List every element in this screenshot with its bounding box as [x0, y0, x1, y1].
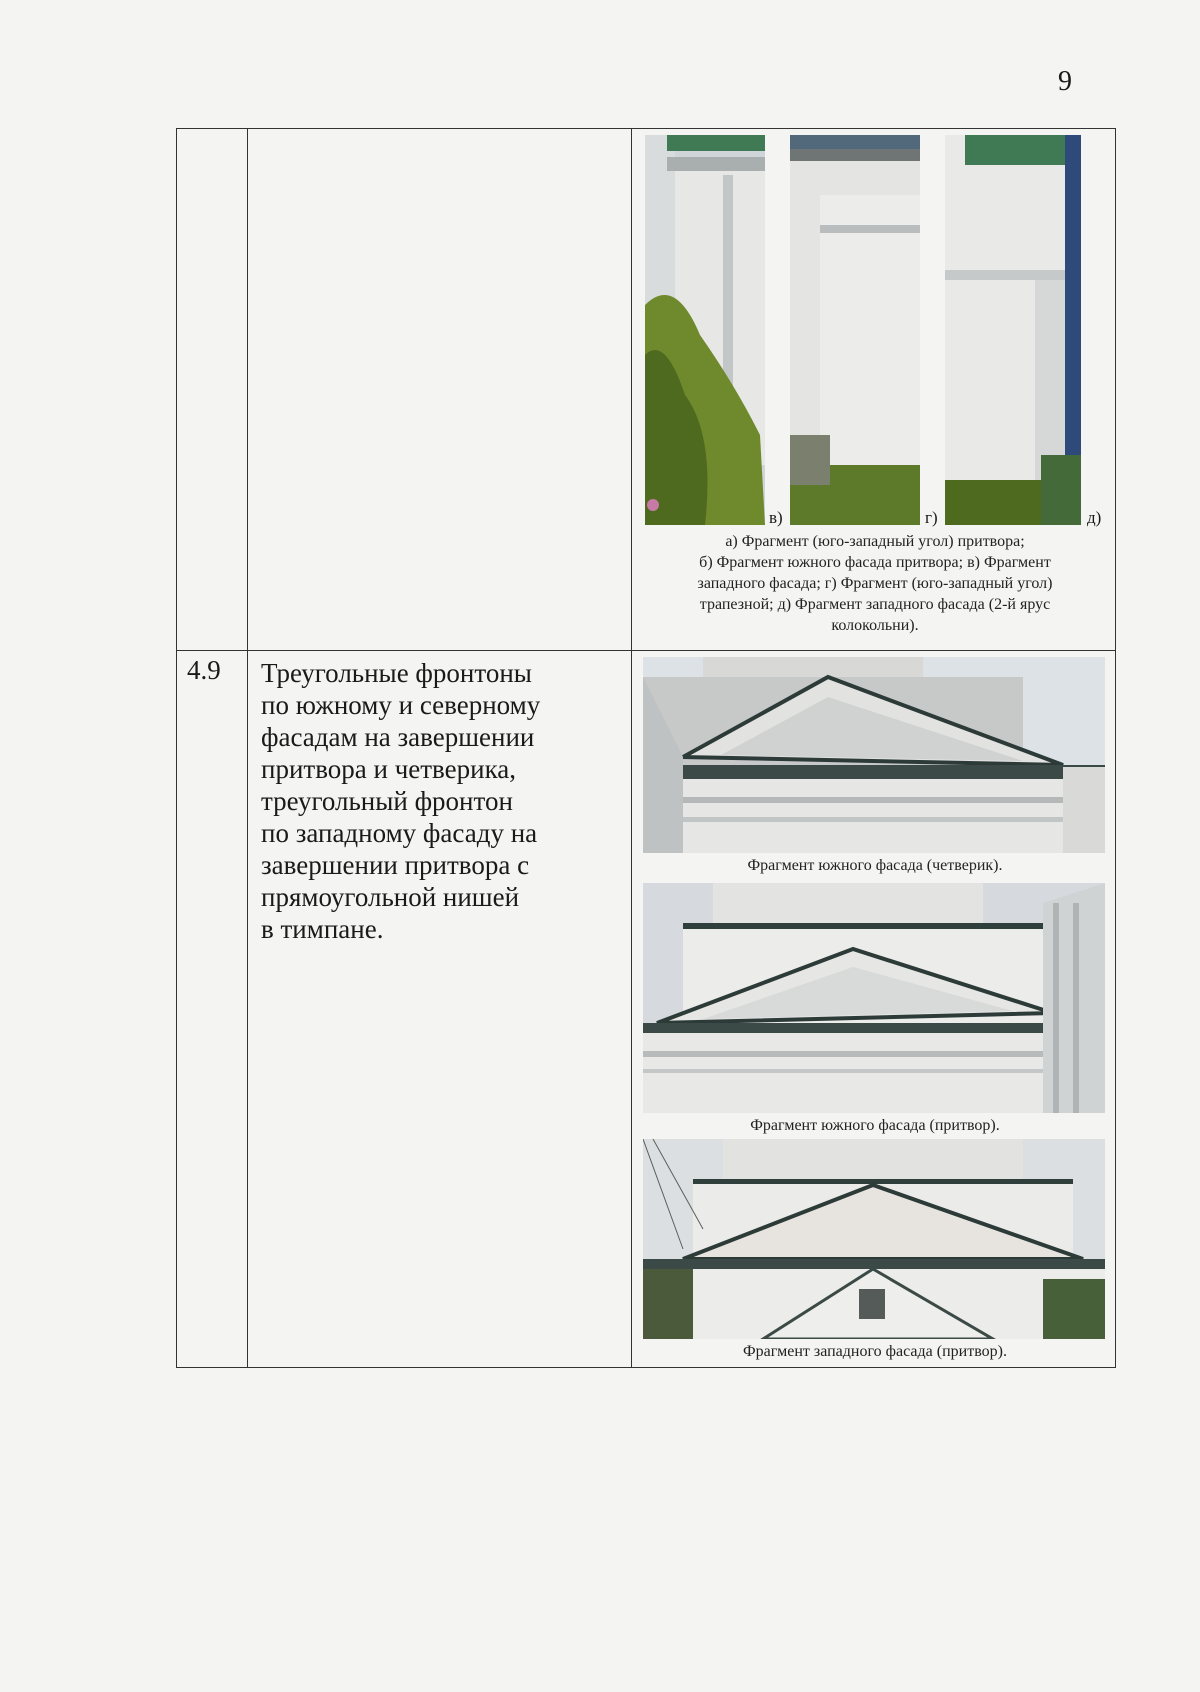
description-line: по западному фасаду на: [261, 818, 538, 848]
caption-line: колокольни).: [831, 617, 919, 634]
description-line: в тимпане.: [261, 914, 384, 944]
caption-line: Фрагмент южного фасада (четверик).: [747, 857, 1003, 874]
photo-south-facade-quadrangle: [643, 657, 1105, 853]
caption-quadrangle: [633, 855, 1117, 876]
property-table: [176, 128, 1116, 1368]
page-number: 9: [1058, 66, 1072, 97]
caption-line: западного фасада; г) Фрагмент (юго-западный угол): [697, 575, 1053, 592]
description-line: завершении притвора с: [261, 850, 530, 880]
photo-letter-g: г): [925, 508, 938, 527]
photo-bell-tower-tier: [945, 135, 1081, 525]
row-divider: [177, 650, 1115, 651]
photo-south-facade-narthex: [643, 883, 1105, 1113]
column-divider-photo: [631, 129, 632, 1367]
description-line: прямоугольной нишей: [261, 882, 520, 912]
caption-narthex-west: [633, 1341, 1117, 1362]
description-line: притвора и четверика,: [261, 754, 517, 784]
description-line: треугольный фронтон: [261, 786, 513, 816]
description-line: по южному и северному: [261, 690, 541, 720]
photo-letter-v: в): [769, 508, 783, 527]
photo-west-facade-narthex: [643, 1139, 1105, 1339]
description-line: Треугольные фронтоны: [261, 658, 532, 688]
column-divider-number: [247, 129, 248, 1367]
caption-narthex-south: [633, 1115, 1117, 1136]
caption-line: Фрагмент южного фасада (притвор).: [750, 1117, 1000, 1134]
photo-west-facade: [645, 135, 765, 525]
caption-line: Фрагмент западного фасада (притвор).: [743, 1343, 1007, 1360]
photo-letter-d: д): [1087, 508, 1102, 527]
description-line: фасадам на завершении: [261, 722, 535, 752]
photo-refectory-corner: [790, 135, 920, 525]
row-description: [261, 657, 581, 945]
caption-line: б) Фрагмент южного фасада притвора; в) Фрагмент: [699, 554, 1051, 571]
caption-line: а) Фрагмент (юго-западный угол) притвора;: [725, 533, 1025, 550]
caption-row-4-8: [633, 531, 1117, 636]
row-number: 4.9: [187, 655, 221, 685]
caption-line: трапезной; д) Фрагмент западного фасада (2-й ярус: [699, 596, 1051, 613]
